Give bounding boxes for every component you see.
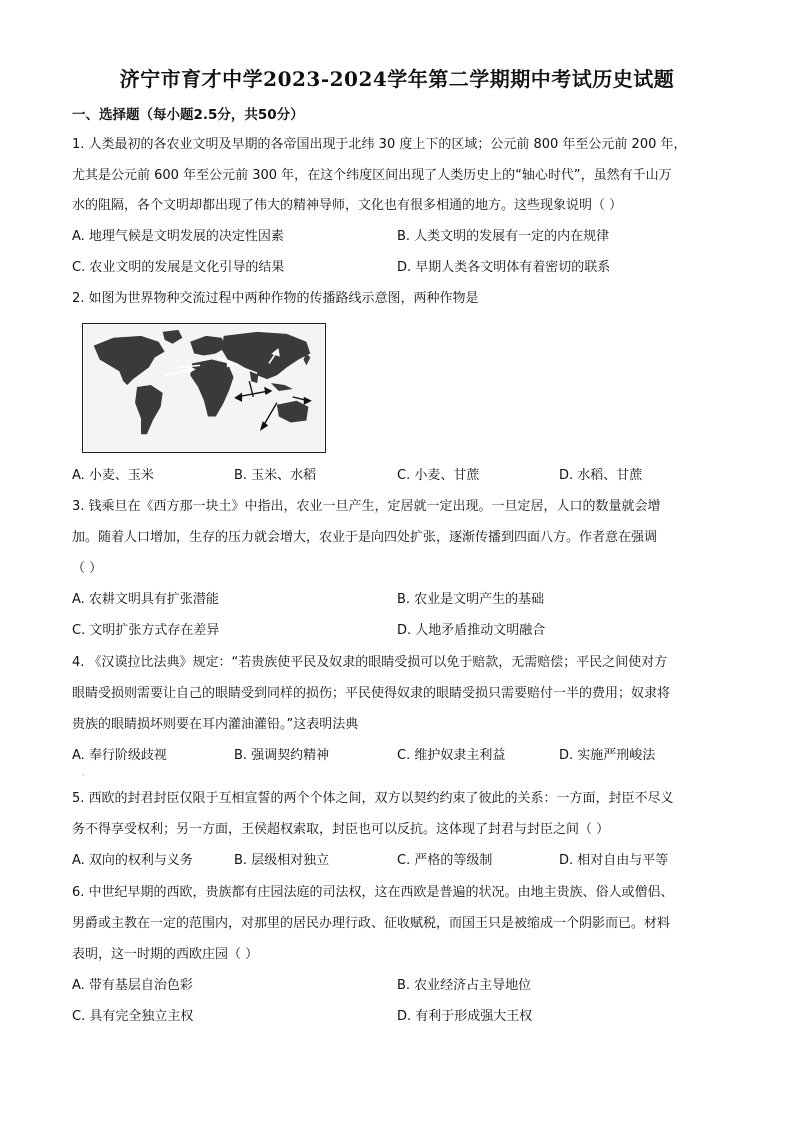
q5-option-b[interactable]: B. 层级相对独立 <box>234 853 330 868</box>
q3-option-c[interactable]: C. 文明扩张方式存在差异 <box>72 623 220 638</box>
q1-option-b[interactable]: B. 人类文明的发展有一定的内在规律 <box>397 229 610 244</box>
q6-stem-line-2: 男爵或主教在一定的范围内，对那里的居民办理行政、征收赋税，而国王只是被缩成一个阴影而已。材料 <box>72 916 671 931</box>
q4-option-d[interactable]: D. 实施严刑峻法 <box>559 748 656 763</box>
q2-option-a[interactable]: A. 小麦、玉米 <box>72 468 154 483</box>
q3-stem-line-3: （ ） <box>72 561 103 576</box>
q2-option-d[interactable]: D. 水稻、甘蔗 <box>559 468 643 483</box>
q6-option-c[interactable]: C. 具有完全独立主权 <box>72 1009 194 1024</box>
q5-option-d[interactable]: D. 相对自由与平等 <box>559 853 669 868</box>
q6-option-b[interactable]: B. 农业经济占主导地位 <box>397 978 532 993</box>
q5-option-a[interactable]: A. 双向的权利与义务 <box>72 853 193 868</box>
q4-option-c[interactable]: C. 维护奴隶主利益 <box>397 748 506 763</box>
q6-option-a[interactable]: A. 带有基层自治色彩 <box>72 978 193 993</box>
q1-stem-line-1: 1. 人类最初的各农业文明及早期的各帝国出现于北纬 30 度上下的区域；公元前 800 年至公元前 200 年， <box>72 137 687 152</box>
q1-option-a[interactable]: A. 地理气候是文明发展的决定性因素 <box>72 229 284 244</box>
q4-stem-line-3: 贵族的眼睛损坏则要在耳内灌油灌铅。”这表明法典 <box>72 717 359 732</box>
section-heading: 一、选择题（每小题2.5分，共50分） <box>72 107 304 123</box>
q3-option-b[interactable]: B. 农业是文明产生的基础 <box>397 592 545 607</box>
world-map-figure <box>82 323 326 453</box>
q4-option-a[interactable]: A. 奉行阶级歧视 <box>72 748 167 763</box>
q2-stem-line-1: 2. 如图为世界物种交流过程中两种作物的传播路线示意图，两种作物是 <box>72 291 479 306</box>
q1-stem-line-3: 水的阻隔，各个文明却都出现了伟大的精神导师，文化也有很多相通的地方。这些现象说明（ ） <box>72 198 623 213</box>
q4-option-b[interactable]: B. 强调契约精神 <box>234 748 330 763</box>
q2-option-c[interactable]: C. 小麦、甘蔗 <box>397 468 480 483</box>
q4-stem-line-2: 眼睛受损则需要让自己的眼睛受到同样的损伤；平民使得奴隶的眼睛受损只需要赔付一半的费用；奴隶将 <box>72 686 671 701</box>
q3-stem-line-1: 3. 钱乘旦在《西方那一块土》中指出，农业一旦产生，定居就一定出现。一旦定居，人口的数量就会增 <box>72 499 661 514</box>
q1-option-d[interactable]: D. 早期人类各文明体有着密切的联系 <box>397 260 611 275</box>
q3-option-a[interactable]: A. 农耕文明具有扩张潜能 <box>72 592 219 607</box>
q1-option-c[interactable]: C. 农业文明的发展是文化引导的结果 <box>72 260 285 275</box>
scan-dot: · <box>82 771 85 780</box>
page-title: 济宁市育才中学2023-2024学年第二学期期中考试历史试题 <box>119 67 675 91</box>
q5-stem-line-2: 务不得享受权利；另一方面，王侯超权索取，封臣也可以反抗。这体现了封君与封臣之间（ ） <box>72 822 610 837</box>
q3-option-d[interactable]: D. 人地矛盾推动文明融合 <box>397 623 546 638</box>
q6-stem-line-3: 表明，这一时期的西欧庄园（ ） <box>72 947 259 962</box>
q3-stem-line-2: 加。随着人口增加，生存的压力就会增大，农业于是向四处扩张，逐渐传播到四面八方。作者意在强调 <box>72 530 658 545</box>
world-map-icon <box>83 324 325 452</box>
q1-stem-line-2: 尤其是公元前 600 年至公元前 300 年，在这个纬度区间出现了人类历史上的“轴心时代”，虽然有千山万 <box>72 168 672 183</box>
q4-stem-line-1: 4. 《汉谟拉比法典》规定：“若贵族使平民及奴隶的眼睛受损可以免于赔款，无需赔偿；平民之间使对方 <box>72 655 668 670</box>
q6-stem-line-1: 6. 中世纪早期的西欧，贵族都有庄园法庭的司法权，这在西欧是普遍的状况。由地主贵族、俗人或僧侣、 <box>72 885 674 900</box>
q6-option-d[interactable]: D. 有利于形成强大王权 <box>397 1009 533 1024</box>
q2-option-b[interactable]: B. 玉米、水稻 <box>234 468 317 483</box>
q5-stem-line-1: 5. 西欧的封君封臣仅限于互相宣誓的两个个体之间，双方以契约约束了彼此的关系：一方面，封臣不尽义 <box>72 791 674 806</box>
q5-option-c[interactable]: C. 严格的等级制 <box>397 853 493 868</box>
